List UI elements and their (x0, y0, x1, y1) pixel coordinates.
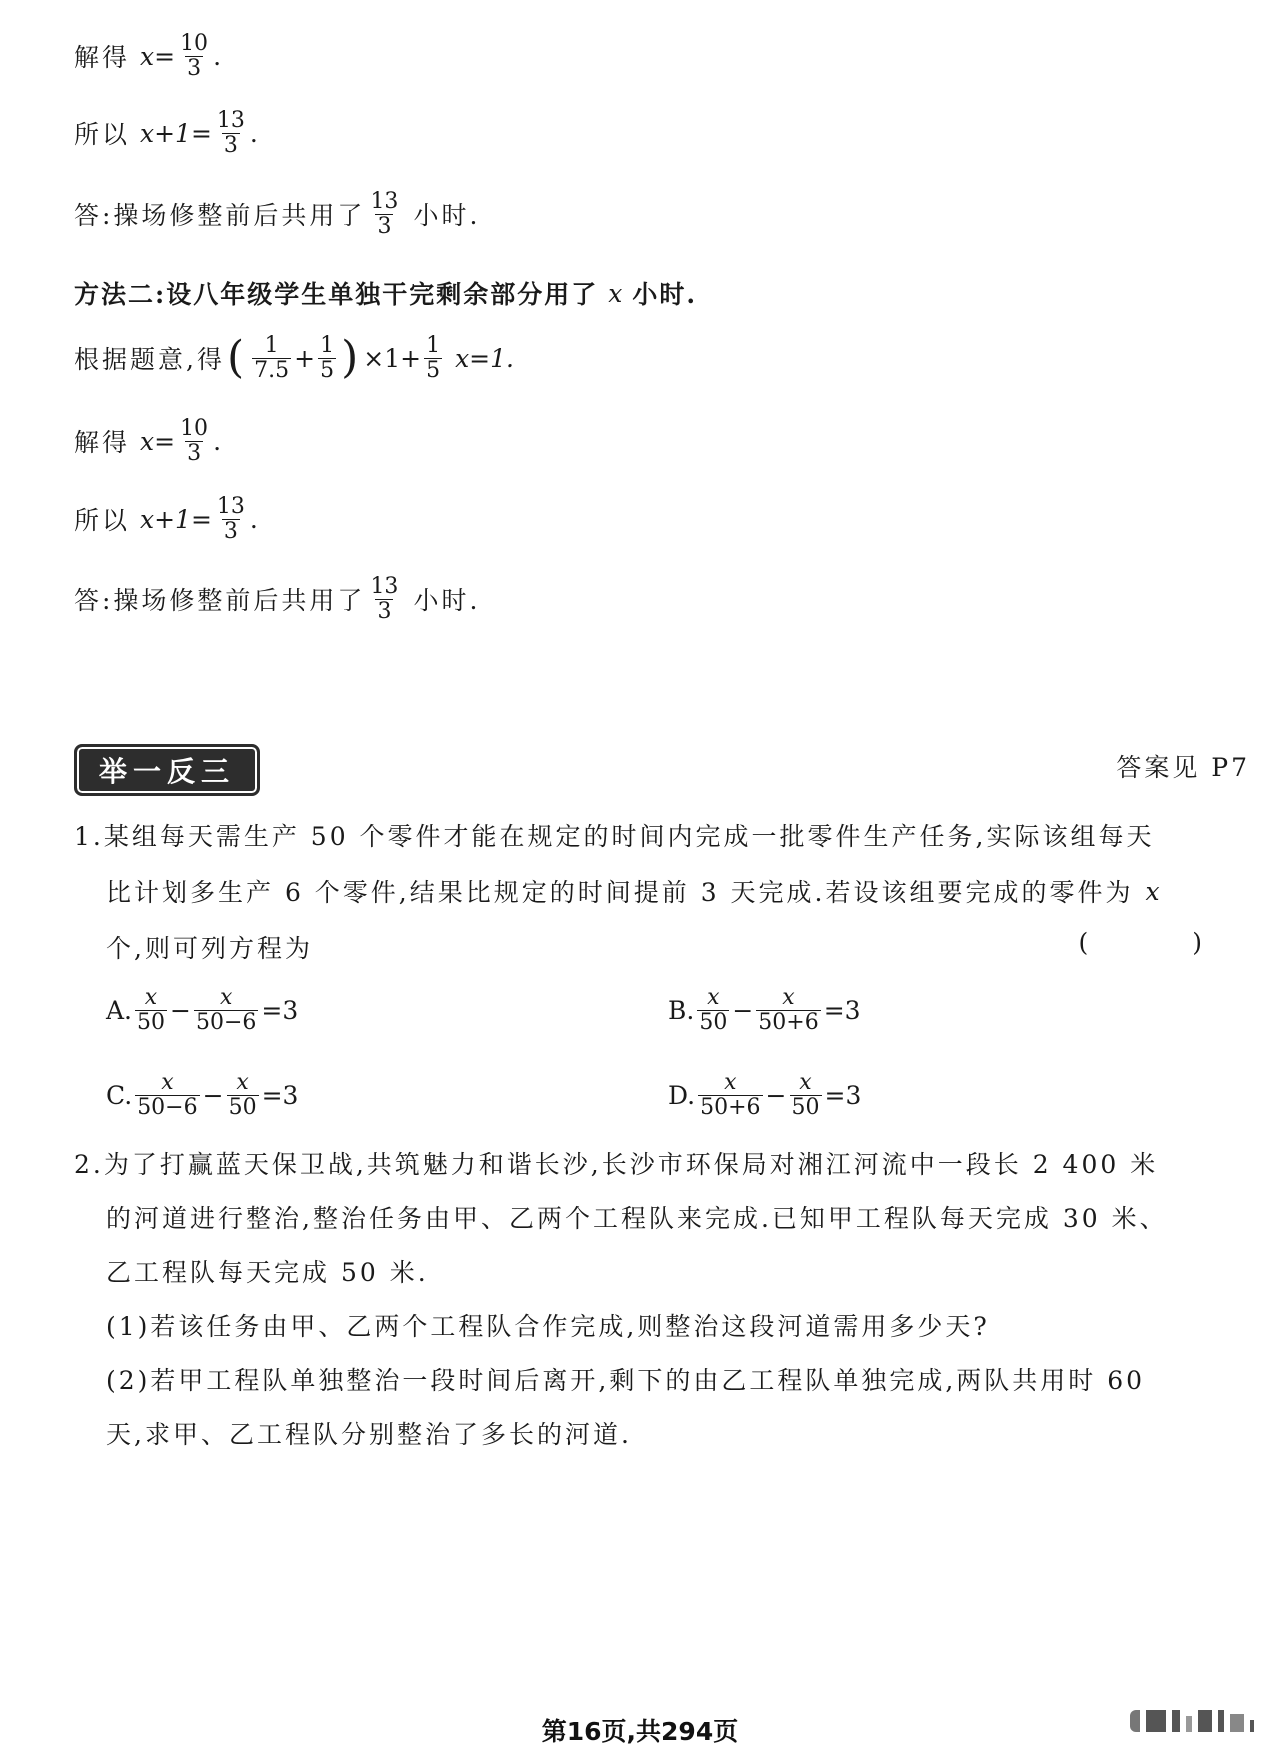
denominator: 3 (187, 440, 202, 466)
equation-line (74, 330, 514, 386)
option-label: C. (106, 1080, 133, 1110)
denominator: 5 (320, 357, 335, 383)
math-expr: x=1. (455, 343, 514, 373)
math-expr: ×1+ (363, 343, 422, 373)
watermark-bar (1250, 1720, 1254, 1732)
question-1-line-2 (106, 866, 1160, 916)
numerator: x (144, 984, 158, 1010)
question-2-sub-2-line-1: (2)若甲工程队单独整治一段时间后离开,剩下的由乙工程队单独完成,两队共用时 60 (106, 1366, 1146, 1395)
question-2-line-2: 的河道进行整治,整治任务由甲、乙两个工程队来完成.已知甲工程队每天完成 30 米、 (106, 1204, 1168, 1233)
text: 小时. (413, 586, 481, 615)
fraction (215, 495, 247, 544)
denominator: 3 (377, 598, 392, 624)
numerator: 10 (180, 415, 209, 441)
rhs: =3 (824, 1080, 862, 1110)
question-1-line-1: 1.某组每天需生产 50 个零件才能在规定的时间内完成一批零件生产任务,实际该组每天 (74, 822, 1155, 851)
math-expr: x= (140, 41, 176, 71)
numerator: 13 (370, 573, 399, 599)
option-d[interactable] (668, 1062, 861, 1128)
numerator: x (219, 984, 233, 1010)
rhs: =3 (261, 1080, 299, 1110)
option-b[interactable] (668, 977, 861, 1043)
fraction (252, 334, 291, 383)
option-label: B. (668, 995, 695, 1025)
fraction (215, 109, 247, 158)
method-two-heading (74, 265, 697, 321)
numerator: x (782, 984, 795, 1010)
question-1-line-3: 个,则可列方程为 (106, 934, 313, 963)
numerator: 13 (216, 493, 245, 519)
fraction (697, 986, 729, 1035)
watermark-bar (1198, 1710, 1212, 1732)
fraction (368, 575, 400, 624)
fraction (790, 1071, 822, 1120)
solution-line-3: 解得 x= $\frac{10}{3}$ . (74, 415, 225, 466)
denominator: 50+6 (700, 1094, 761, 1120)
math-expr: x+1= (140, 504, 212, 534)
denominator: 3 (377, 213, 392, 239)
fraction (135, 986, 167, 1035)
numerator: 1 (320, 332, 335, 358)
watermark-bar (1218, 1710, 1224, 1732)
denominator: 50 (228, 1094, 257, 1120)
fraction (227, 1071, 259, 1120)
text: 解得 (74, 428, 131, 457)
operator: − (732, 995, 754, 1025)
fraction (135, 1071, 199, 1120)
fraction (424, 334, 442, 383)
text: 所以 (74, 506, 131, 535)
denominator: 50 (791, 1094, 820, 1120)
text: 小时. (632, 280, 698, 309)
fraction (178, 417, 210, 466)
fraction (368, 190, 400, 239)
numerator: x (236, 1069, 249, 1095)
denominator: 50−6 (137, 1094, 198, 1120)
fraction (178, 32, 210, 81)
operator: − (202, 1080, 224, 1110)
numerator: x (161, 1069, 174, 1095)
numerator: 10 (180, 30, 209, 56)
right-paren: ) (341, 332, 362, 383)
numerator: x (799, 1069, 812, 1095)
watermark-bar (1130, 1710, 1140, 1732)
question-2-line-3: 乙工程队每天完成 50 米. (106, 1258, 429, 1287)
fraction (756, 986, 820, 1035)
text: 小时. (413, 201, 481, 230)
text: 根据题意,得 (74, 345, 225, 374)
option-c[interactable] (106, 1062, 298, 1128)
numerator: 13 (216, 107, 245, 133)
fraction (194, 986, 258, 1035)
question-2-sub-2-line-2: 天,求甲、乙工程队分别整治了多长的河道. (106, 1420, 632, 1449)
text: 方法二:设八年级学生单独干完剩余部分用了 (74, 280, 599, 309)
barcode-watermark (1130, 1710, 1254, 1732)
rhs: =3 (823, 995, 861, 1025)
numerator: 13 (370, 188, 399, 214)
text: 答:操场修整前后共用了 (74, 201, 366, 230)
option-label: D. (668, 1080, 696, 1110)
text: 比计划多生产 6 个零件,结果比规定的时间提前 3 天完成.若设该组要完成的零件为 (106, 878, 1134, 907)
math-var: x (1145, 876, 1160, 906)
numerator: 1 (264, 332, 279, 358)
denominator: 50 (137, 1009, 166, 1035)
text: 所以 (74, 120, 131, 149)
option-label: A. (106, 995, 133, 1025)
watermark-bar (1186, 1716, 1192, 1732)
text: 解得 (74, 43, 131, 72)
fraction (318, 334, 336, 383)
denominator: 3 (223, 518, 238, 544)
watermark-bar (1230, 1714, 1244, 1732)
solution-line-1: 解得 x= $\frac{10}{3}$ . (74, 30, 225, 81)
watermark-bar (1146, 1710, 1166, 1732)
denominator: 5 (426, 357, 441, 383)
page-footer: 第16页,共294页 (541, 1717, 739, 1746)
math-expr: x= (140, 426, 176, 456)
math-var: x (608, 278, 623, 308)
option-a[interactable] (106, 977, 298, 1043)
plus-sign: + (294, 343, 316, 373)
answer-reference: 答案见 P7 (1116, 753, 1250, 782)
denominator: 3 (223, 132, 238, 158)
question-2-line-1: 2.为了打赢蓝天保卫战,共筑魅力和谐长沙,长沙市环保局对湘江河流中一段长 2 400 米 (74, 1150, 1159, 1179)
watermark-bar (1172, 1710, 1180, 1732)
question-2-sub-1: (1)若该任务由甲、乙两个工程队合作完成,则整治这段河道需用多少天? (106, 1312, 990, 1341)
denominator: 50+6 (758, 1009, 819, 1035)
operator: − (765, 1080, 787, 1110)
text: 答:操场修整前后共用了 (74, 586, 366, 615)
answer-line-1 (74, 186, 480, 242)
section-badge: 举一反三 (74, 744, 260, 796)
numerator: 1 (426, 332, 441, 358)
answer-line-2 (74, 571, 480, 627)
solution-line-2: 所以 x+1= $\frac{13}{3}$ . (74, 107, 261, 158)
operator: − (170, 995, 191, 1025)
math-expr: x+1= (140, 118, 212, 148)
fraction (698, 1071, 762, 1120)
denominator: 3 (187, 55, 202, 81)
numerator: x (724, 1069, 737, 1095)
denominator: 50−6 (195, 1009, 257, 1035)
left-paren: ( (226, 332, 248, 383)
denominator: 50 (699, 1009, 728, 1035)
denominator: 7.5 (254, 357, 290, 383)
numerator: x (707, 984, 720, 1010)
rhs: =3 (261, 995, 299, 1025)
answer-blank[interactable]: ( ) (1078, 928, 1250, 957)
solution-line-4: 所以 x+1= $\frac{13}{3}$ . (74, 493, 261, 544)
